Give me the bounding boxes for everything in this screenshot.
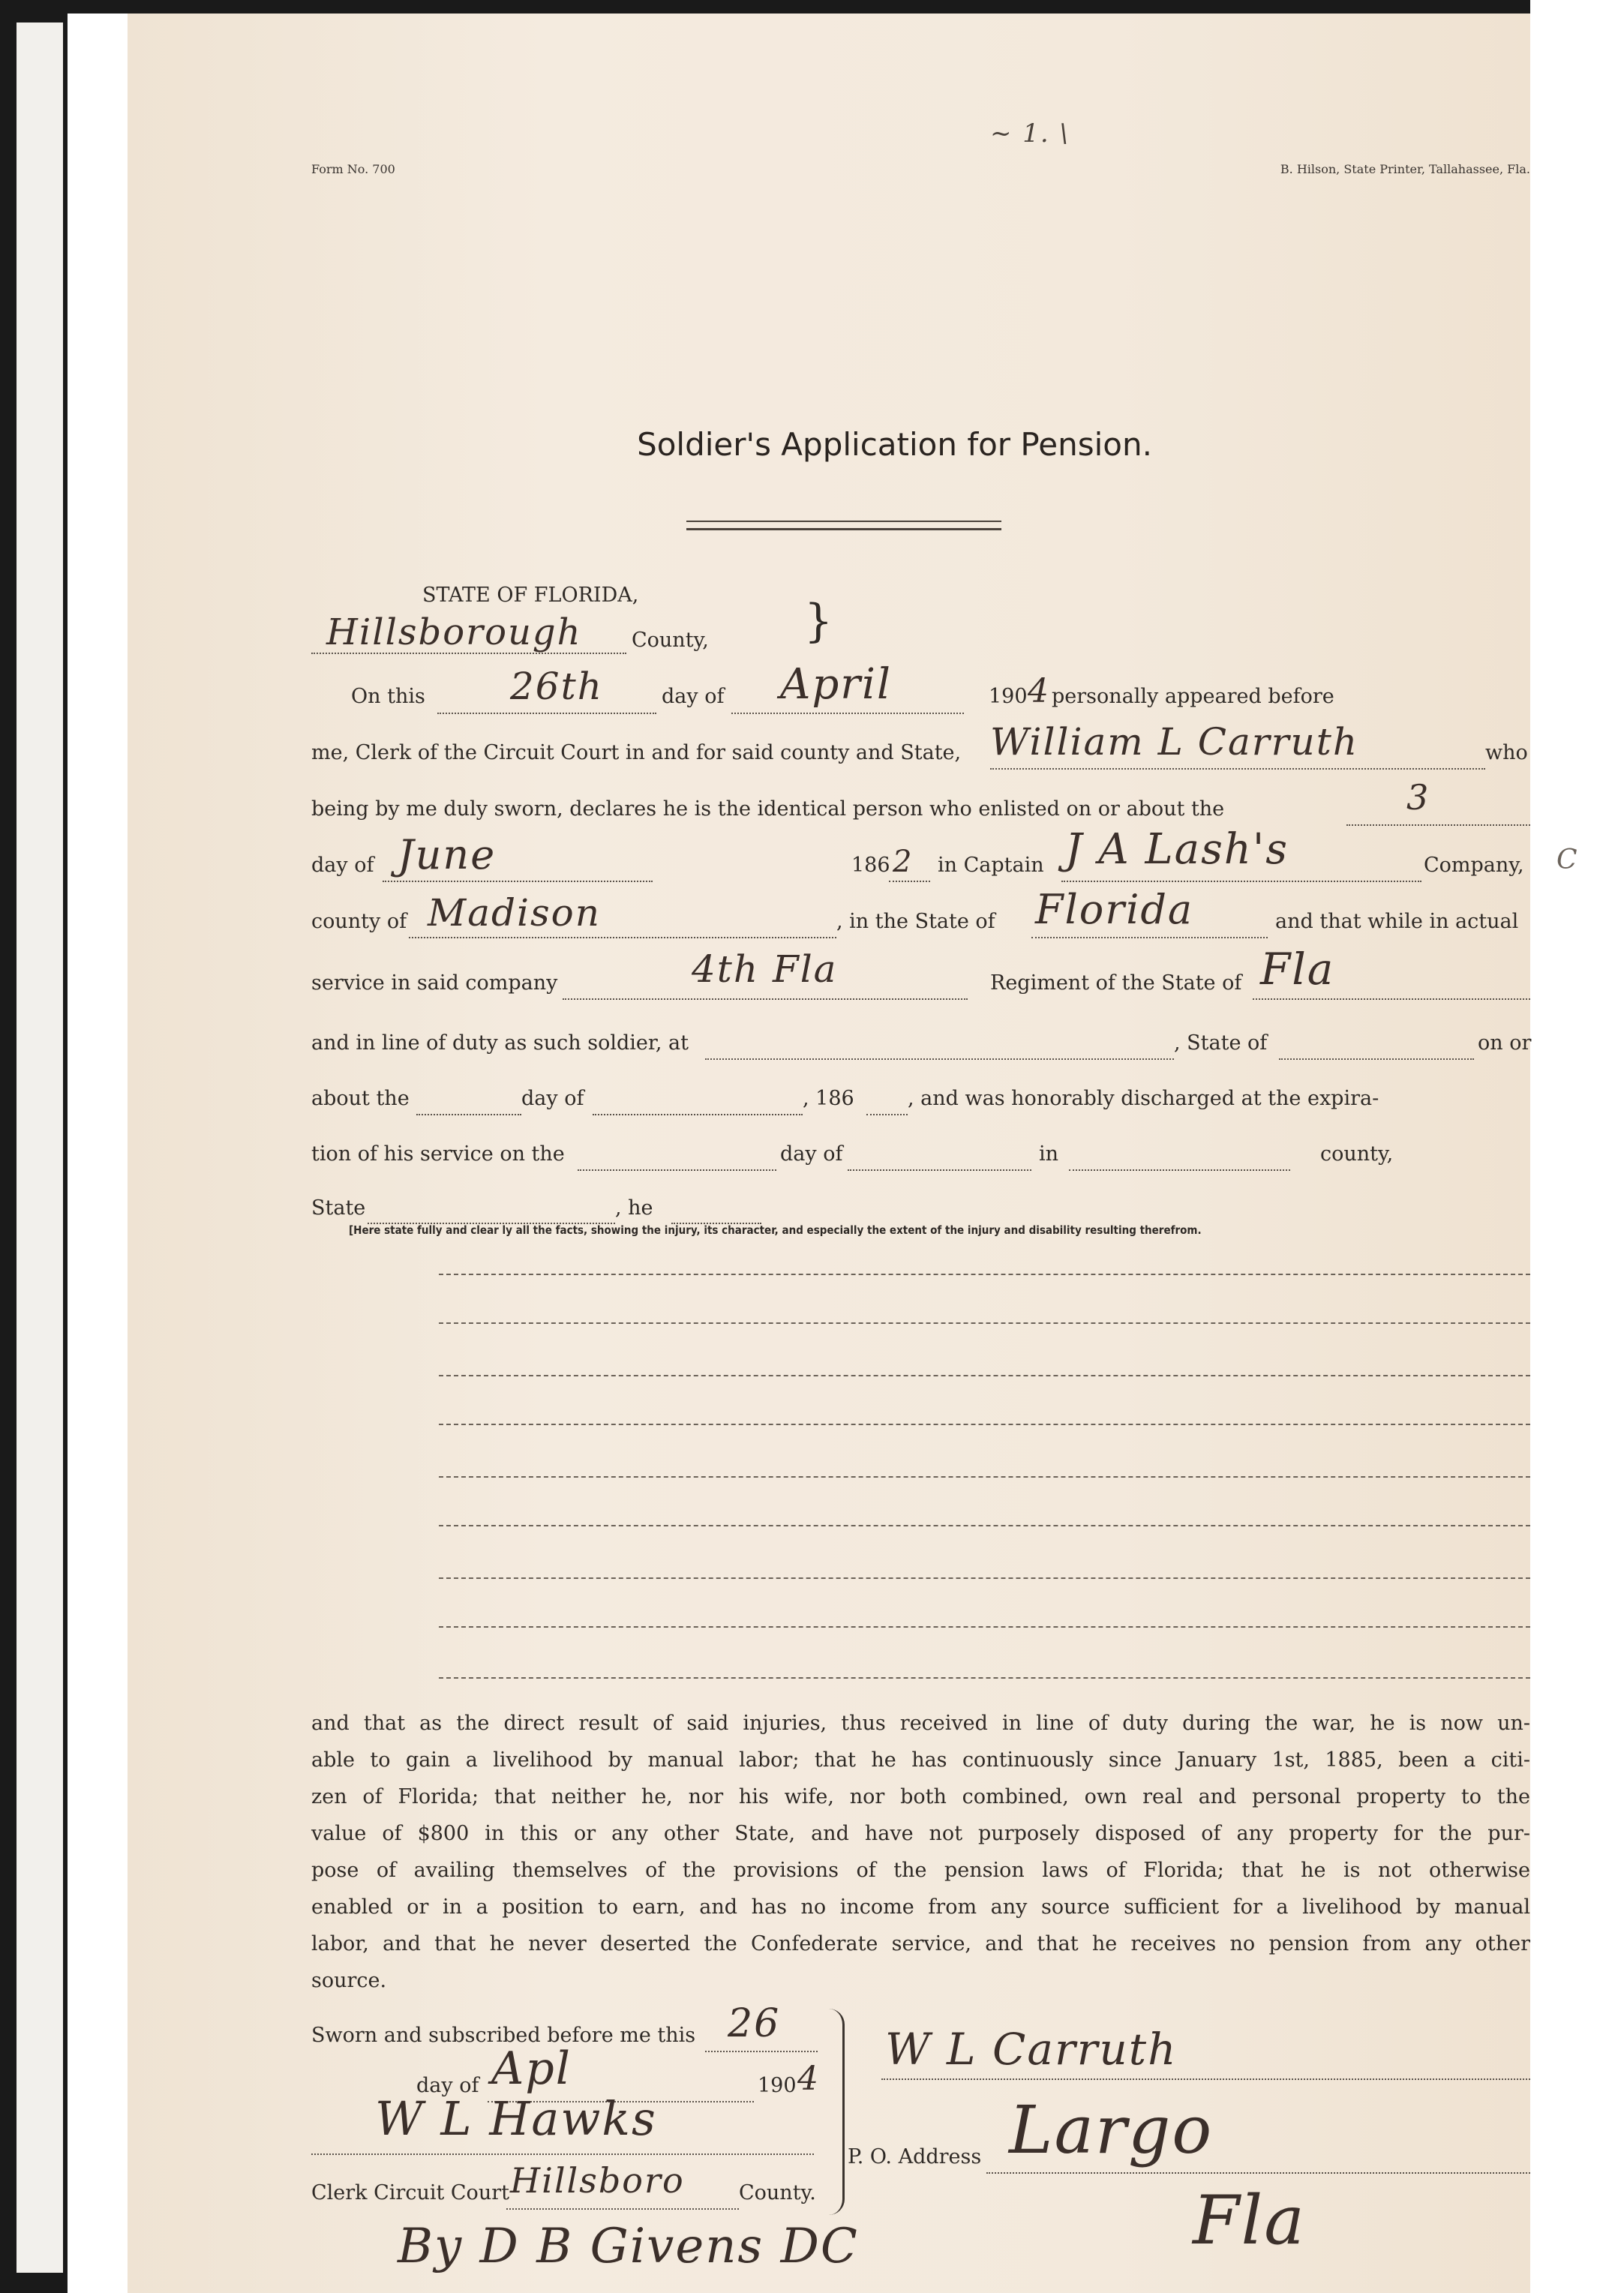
paragraph-line-2: able to gain a livelihood by manual labor; that he has continuously since January 1st, 1885, been a citi- [311, 1748, 1530, 1772]
clerk-county-label: County. [739, 2181, 816, 2204]
injury-line-5 [439, 1476, 1530, 1478]
applicant-name-handwritten: William L Carruth [990, 720, 1359, 764]
actual-service-text: and that while in actual [1275, 910, 1519, 933]
captain-handwritten: J A Lash's [1065, 825, 1289, 874]
injury-state-line [1279, 1058, 1474, 1060]
in-state-of-label: , in the State of [836, 910, 995, 933]
injury-year-line [866, 1114, 908, 1115]
title-rule-top [686, 521, 1001, 522]
enlist-county-line [409, 937, 836, 938]
venue-brace: } [804, 595, 833, 647]
month-line [731, 713, 964, 714]
county-handwritten: Hillsborough [326, 611, 582, 653]
affidavit-paragraph [311, 1705, 1530, 1999]
day-of-label-3: day of [521, 1087, 584, 1110]
jurat-year-prefix: 190 [758, 2074, 797, 2097]
paragraph-line-1: and that as the direct result of said injuries, thus received in line of duty during the war, he is now un- [311, 1712, 1530, 1735]
sworn-day-line [705, 2051, 818, 2052]
top-pencil-scribble: ~ 1. \ [990, 119, 1070, 149]
regiment-line [563, 998, 968, 1000]
enlist-year-line [889, 881, 930, 882]
scan-frame-top [0, 0, 1530, 14]
regiment-handwritten: 4th Fla [692, 947, 838, 991]
paragraph-line-7: labor, and that he never deserted the Confederate service, and that he receives no pension from any other [311, 1932, 1530, 1955]
in-label: in [1039, 1142, 1059, 1166]
form-title: Soldier's Application for Pension. [637, 426, 1152, 463]
paragraph-line-8: source. [311, 1969, 387, 1992]
paragraph-line-5: pose of availing themselves of the provisions of the pension laws of Florida; that he is not otherwise [311, 1859, 1530, 1882]
enlist-year-prefix: 186 [851, 854, 890, 877]
enlist-month-handwritten: June [398, 831, 497, 878]
appeared-before-text: personally appeared before [1052, 685, 1334, 708]
discharged-text: , and was honorably discharged at the expira- [908, 1087, 1379, 1110]
paragraph-line-4: value of $800 in this or any other State, and have not purposely disposed of any property for the pur- [311, 1822, 1530, 1845]
who-label: who [1485, 741, 1528, 764]
day-of-label-2: day of [311, 854, 374, 877]
injury-day-line [416, 1114, 521, 1115]
clerk-text: me, Clerk of the Circuit Court in and for said county and State, [311, 741, 962, 764]
clerk-circuit-court-label: Clerk Circuit Court [311, 2181, 509, 2204]
po-address-line [986, 2172, 1530, 2174]
company-label: Company, [1424, 854, 1524, 877]
injury-line-1 [439, 1274, 1530, 1275]
day-of-label: day of [662, 685, 725, 708]
year-186-label: , 186 [803, 1087, 854, 1110]
company-margin-mark: C [1556, 845, 1579, 875]
injury-line-4 [439, 1424, 1530, 1425]
deputy-signature: By D B Givens DC [398, 2219, 859, 2274]
discharge-day-line [578, 1169, 776, 1171]
injury-line-3 [439, 1375, 1530, 1376]
form-number: Form No. 700 [311, 162, 395, 176]
po-state-handwritten: Fla [1193, 2181, 1306, 2260]
jurat-day-of-label: day of [416, 2074, 479, 2097]
clerk-signature-line [311, 2153, 814, 2155]
jurat-year-digit-handwritten: 4 [797, 2060, 820, 2098]
line-of-duty-text: and in line of duty as such soldier, at [311, 1031, 689, 1055]
state-label: State [311, 1196, 366, 1220]
enlist-state-handwritten: Florida [1035, 886, 1194, 933]
paragraph-line-3: zen of Florida; that neither he, nor his wife, nor both combined, own real and personal property to the [311, 1785, 1530, 1808]
name-line [990, 768, 1485, 770]
enlist-month-line [383, 881, 653, 882]
instruction-note: [Here state fully and clear ly all the facts, showing the injury, its character, and especially the extent of the injury and disability resulting therefrom. [349, 1223, 1202, 1237]
applicant-signature: W L Carruth [885, 2024, 1178, 2075]
county-of-label: county of [311, 910, 407, 933]
injury-line-7 [439, 1577, 1530, 1579]
sworn-day-handwritten: 26 [728, 2001, 781, 2046]
expiration-text: tion of his service on the [311, 1142, 565, 1166]
title-rule-bottom [686, 528, 1001, 530]
enlist-year-digit-handwritten: 2 [893, 845, 914, 879]
about-the-label: about the [311, 1087, 410, 1110]
enlist-state-line [1031, 937, 1268, 938]
month-handwritten: April [780, 660, 892, 709]
year-prefix: 190 [989, 685, 1028, 708]
captain-line [1061, 881, 1421, 882]
day-handwritten: 26th [510, 665, 603, 708]
clerk-county-line [506, 2208, 739, 2210]
sworn-label: Sworn and subscribed before me this [311, 2024, 696, 2047]
injury-place-line [705, 1058, 1174, 1060]
pension-form-sheet [128, 14, 1579, 2293]
in-captain-label: in Captain [938, 854, 1044, 877]
on-or-label: on or [1478, 1031, 1532, 1055]
he-label: , he [615, 1196, 653, 1220]
po-address-label: P. O. Address [848, 2145, 982, 2168]
state-of-label: , State of [1174, 1031, 1268, 1055]
on-this-label: On this [351, 685, 425, 708]
discharge-month-line [848, 1169, 1031, 1171]
injury-line-2 [439, 1322, 1530, 1324]
po-address-handwritten: Largo [1009, 2091, 1214, 2168]
enlist-day-handwritten: 3 [1406, 777, 1430, 818]
enlist-day-line [1346, 824, 1530, 826]
applicant-signature-line [881, 2078, 1530, 2080]
clerk-signature: W L Hawks [375, 2091, 657, 2146]
regiment-state-line [1253, 998, 1530, 1000]
service-company-label: service in said company [311, 971, 558, 995]
regiment-state-handwritten: Fla [1260, 944, 1335, 995]
sworn-declares-text: being by me duly sworn, declares he is the identical person who enlisted on or about the [311, 797, 1225, 821]
venue-state: STATE OF FLORIDA, [422, 584, 639, 607]
jurat-bracket [829, 2009, 845, 2215]
scan-background-strip [17, 23, 63, 2273]
venue-county-label: County, [632, 629, 709, 652]
year-digit-handwritten: 4 [1028, 672, 1050, 710]
county-comma-label: county, [1320, 1142, 1394, 1166]
injury-line-6 [439, 1525, 1530, 1526]
regiment-state-label: Regiment of the State of [990, 971, 1242, 995]
printer-credit: B. Hilson, State Printer, Tallahassee, Fla. [1280, 162, 1530, 176]
sworn-month-handwritten: Apl [491, 2042, 572, 2095]
day-line [437, 713, 656, 714]
injury-month-line [593, 1114, 803, 1115]
injury-line-8 [439, 1626, 1530, 1628]
discharge-county-line [1069, 1169, 1290, 1171]
enlist-county-handwritten: Madison [428, 891, 601, 935]
clerk-county-handwritten: Hillsboro [510, 2160, 685, 2201]
injury-line-9 [439, 1677, 1530, 1679]
paragraph-line-6: enabled or in a position to earn, and has no income from any source sufficient for a livelihood by manual [311, 1895, 1530, 1919]
day-of-label-4: day of [780, 1142, 843, 1166]
